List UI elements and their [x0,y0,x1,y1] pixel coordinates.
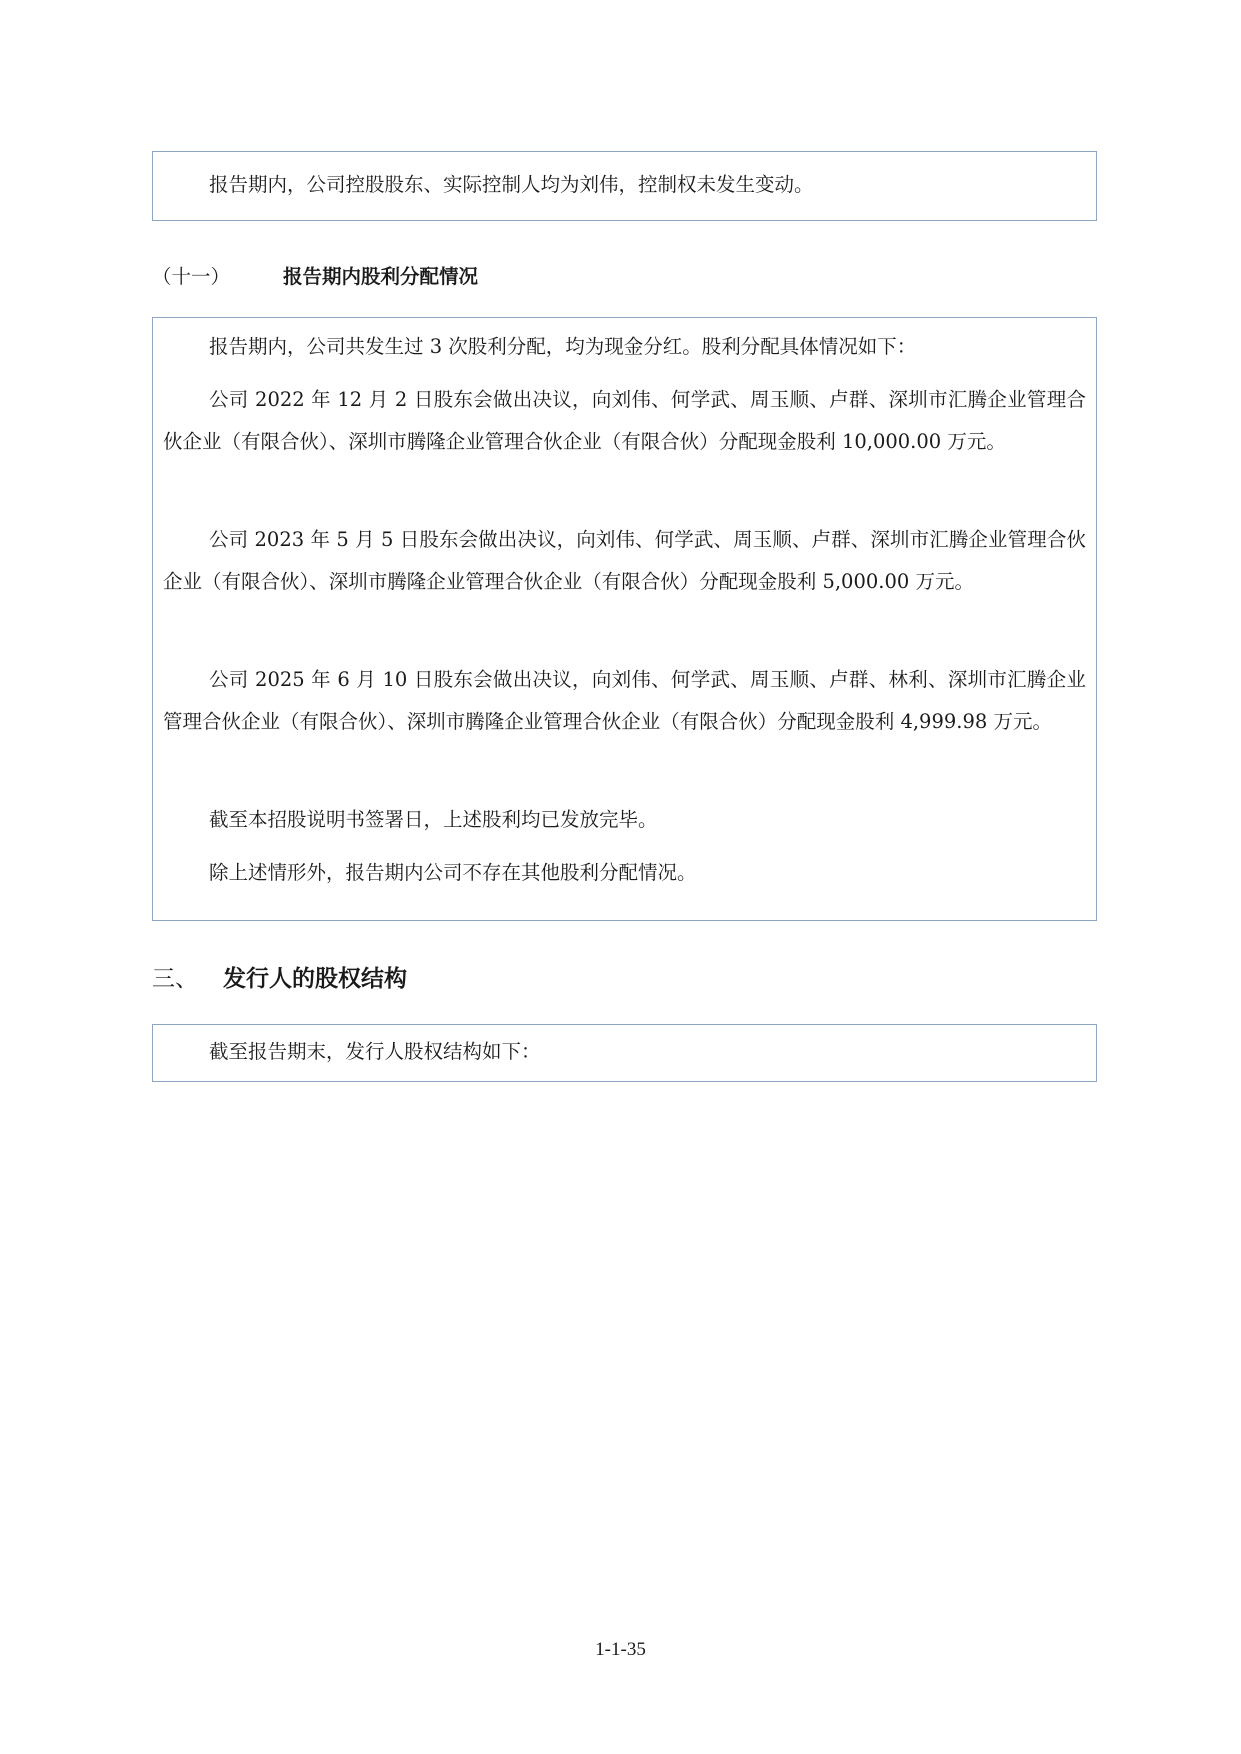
section-number: 三、 [152,966,198,992]
section-title: 报告期内股利分配情况 [283,265,479,288]
page-number: 1-1-35 [595,1639,646,1660]
section-number: （十一） [152,265,231,288]
equity-structure-text: 截至报告期末，发行人股权结构如下： [209,1040,541,1063]
dividend-2025: 公司 2025 年 6 月 10 日股东会做出决议，向刘伟、何学武、周玉顺、卢群、林利、深圳市汇腾企业管理合伙企业（有限合伙）、深圳市腾隆企业管理合伙企业（有限合伙）分配现金股利 4,999.98 万元。 [163,668,1086,733]
equity-structure-box [152,1024,1097,1082]
dividend-2022: 公司 2022 年 12 月 2 日股东会做出决议，向刘伟、何学武、周玉顺、卢群、深圳市汇腾企业管理合伙企业（有限合伙）、深圳市腾隆企业管理合伙企业（有限合伙）分配现金股利 10,000.00 万元。 [163,388,1086,453]
dividend-paid-statement: 截至本招股说明书签署日，上述股利均已发放完毕。 [209,808,658,831]
dividend-other-statement: 除上述情形外，报告期内公司不存在其他股利分配情况。 [209,861,697,884]
control-statement-box [152,151,1097,221]
dividend-2023: 公司 2023 年 5 月 5 日股东会做出决议，向刘伟、何学武、周玉顺、卢群、深圳市汇腾企业管理合伙企业（有限合伙）、深圳市腾隆企业管理合伙企业（有限合伙）分配现金股利 5,000.00 万元。 [163,528,1086,593]
control-statement-text: 报告期内，公司控股股东、实际控制人均为刘伟，控制权未发生变动。 [209,173,814,196]
dividend-intro: 报告期内，公司共发生过 3 次股利分配，均为现金分红。股利分配具体情况如下： [209,335,917,358]
section-title: 发行人的股权结构 [223,966,407,992]
dividend-box [152,317,1097,921]
